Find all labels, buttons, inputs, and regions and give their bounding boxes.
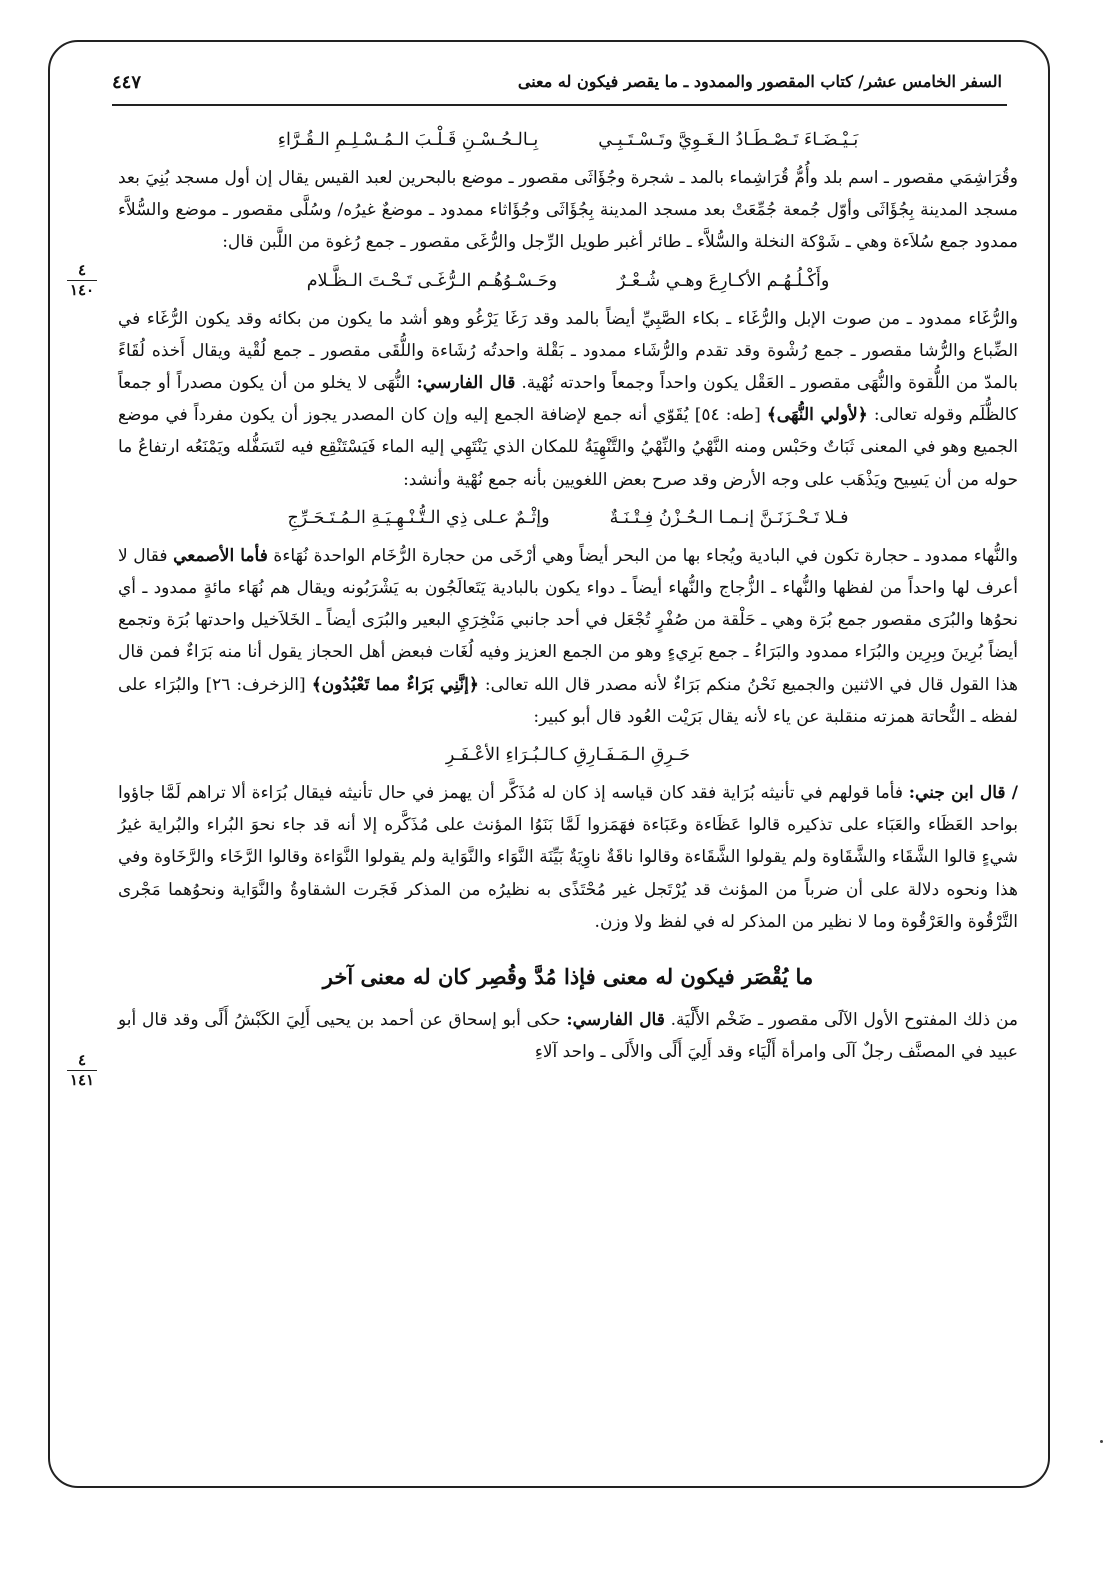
verse-4 [118,739,1018,771]
quran-quote-2: ﴿إنَّنِي بَرَاءٌ مما تَعْبُدُون﴾ [311,674,479,695]
verse-3 [118,502,1018,534]
verse-3-left-hemistich: وإثْـمٌ عـلى ذِي الـتُّـنْـهِـيَـةِ الـمُـتَـحَـرِّجِ [287,507,550,528]
header-rule [112,104,1007,106]
verse-1-right-hemistich: بَـيْـضَـاءَ تَـصْـطَـادُ الـغَـوِيَّ وتَـسْـتَـبِـي [598,130,859,150]
citation-al-farisi-2: قال الفارسي: [566,1010,665,1031]
verse-1-left-hemistich: بِـالـحُـسْـنِ قَـلْـبَ الـمُـسْـلِـمِ الـقُـرَّاءِ [277,130,539,150]
quran-quote-1: ﴿لأولي النُّهَى﴾ [766,405,868,426]
verse-2-right-hemistich: وأَكْـلُـهُـم الأكـارِعَ وهـي شُـعْـرٌ [617,270,830,291]
verse-2 [118,265,1018,297]
paragraph-1: وقُرَاشِمَي مقصور ـ اسم بلد وأُمُّ قُرَاشِماء بالمد ـ شجرة وجُؤَاثَى مقصور ـ موضع بالبحرين لعبد القيس يقال إن أول مسجد بُنِيَ بعد مسجد المدينة بِجُؤَاثَى وأوّل جُمعة جُمِّعَتْ بعد مسجد المدينة بِجُؤَاثَى وجُؤَاثاء ممدود ـ موضعٌ غيرُه/ وسُلَّى مقصور ـ موضع والسُّلاَّء ممدود جمع سُلاَءة وهي ـ شَوْكة النخلة والسُّلاَّء ـ طائر أغبر طويل الرِّجل والرُّغَى مقصور ـ جمع رُغوة من اللَّبن قال: [118,168,1018,253]
scan-speck [1100,1440,1103,1443]
paragraph-2: والرُّغَاء ممدود ـ من صوت الإبل والرُّغَاء ـ بكاء الصَّبِيِّ أيضاً بالمد وقد رَغَا يَرْغُو وهو أشد ما يكون من بكائه وقد يكون الرُّغَاء في الضِّباع والرُّشا مقصور ـ جمع رُشْوة وقد تقدم والرُّشَاء ممدود ـ بَقْلة واحدتُه رُشَاءة واللُّقَى مقصور ـ جمع لُقْية ويقال أَخذه لُقَاءً بالمدّ من اللُّقوة والنُّهَى مقصور ـ العَقْل يكون واحداً وجمعاً واحدته نُهْية. قال الفارسي: النُّهَى لا يخلو من أن يكون مصدراً أو جمعاً كالظُّلَم وقوله تعالى: ﴿لأولي النُّهَى﴾ [طه: ٥٤] يُقَوّي أنه جمع لإضافة الجمع إليه وإن كان المصدر يجوز أن يكون مفرداً في موضع الجميع وهو في المعنى ثَبَاتٌ وحَبْس ومنه النَّهْيُ والنِّهْيُ والتَّنْهِيَةُ للمكان الذي يَنْتَهِي إليه الماء فَيَسْتَنْقِع فيه لتَسَفُّله ويَمْنَعُه ارتفاعُ ما حوله من أن يَسِيح ويَذْهَب على وجه الأرض وقد صرح بعض اللغويين بأنه جمع نُهْية وأنشد: [118,308,1019,490]
citation-al-asmai: فأما الأصمعي [173,545,268,566]
verse-3-right-hemistich: فـلا تَـحْـزَنَـنَّ إنـمـا الـحُـزْنُ فِـتْـنَـةٌ [609,507,849,528]
running-title: السفر الخامس عشر/ كتاب المقصور والممدود ـ ما يقصر فيكون له معنى [517,72,1002,91]
paragraph-3: والنُّهاء ممدود ـ حجارة تكون في البادية ويُجاء بها من البحر أيضاً وهي أرْخَى من حجارة الرُّخَام الواحدة نُهَاءة فأما الأصمعي فقال لا أعرف لها واحداً من لفظها والنُّهاء ـ الزُّجاج والنُّهاء أيضاً ـ دواء يكون بالبادية يَتَعالَجُون به يَشْرَبُونه ويقال هم نُهَاء مائةٍ ممدود ـ أي نحوُها والبُرَى مقصور جمع بُرَة وهي ـ حَلْقة من صُفْرٍ تُجْعَل في أحد جانبي مَنْخِرَيِ البعير والبُرَى أيضاً ـ الخَلاَخيل واحدتها بُرَة وتجمع أيضاً بُرِينَ وبِرِين والبُرَاء ممدود والبَرَاءُ ـ جمع بَرِيءٍ وهو من الجمع العزيز وفيه لُغَات فبعض أهل الحجاز يقول أنا منه بَرَاءٌ فمن قال هذا القول قال في الاثنين والجميع نَحْنُ منكم بَرَاءٌ لأنه مصدر قال الله تعالى: ﴿إنَّنِي بَرَاءٌ مما تَعْبُدُون﴾ [الزخرف: ٢٦] والبُرَاء على لفظه ـ النُّحاتة همزته منقلبة عن ياء لأنه يقال بَرَيْت العُود قال أبو كبير: [118,545,1019,727]
verse-4-hemistich: حَـرِقِ الـمَـفَـارِقِ كـالـبُـرَاءِ الأعْـفَـرِ [445,745,691,766]
page-number: ٤٤٧ [112,72,142,93]
paragraph-5: من ذلك المفتوح الأول الآلَى مقصور ـ ضَخْم الأَلْيَة. قال الفارسي: حكى أبو إسحاق عن أحمد بن يحيى أَلِيَ الكَبْشُ أَلًى وقد قال أبو عبيد في المصنَّف رجلٌ آلَى وامرأة أَلْيَاء وقد أَلِيَ أَلًى والأَلَى ـ واحد آلاءِ [118,1010,1018,1063]
verse-2-left-hemistich: وحَـسْـوُهُـم الـرُّغَـى تَـحْـتَ الـظَّـلام [306,270,558,291]
verse-1 [118,124,1018,156]
paragraph-4: / قال ابن جني: فأما قولهم في تأنيثه بُرَاية فقد كان قياسه إذ كان له مُذَكَّر أن يهمز في حال تأنيثه فيقال بُرَاءة ألا تراهم لَمَّا جاؤوا بواحد العَظَاء والعَبَاء على تذكيره قالوا عَظَاءة وعَبَاءة فهَمَزوا لَمَّا بَنَوُا المؤنث على مُذَكَّره إلا أنه قد جاء نحوَ البُراء والبُراية غيرُ شيءٍ قالوا الشَّقَاء والشَّقَاوة ولم يقولوا الشَّقَاءة وقالوا ناقَةٌ ناوِيَةٌ بَيِّنَة النَّوَاء والنَّوَاية ولم يقولوا النَّوَاءة وقالوا الرَّخَاء والرَّخَاوة وفي هذا ونحوه دلالة على أن ضرباً من المؤنث قد يُرْتَجل غير مُحْتَذًى به نظيرُه من المذكر فَجَرت الشقاوةُ والنَّوَاية ونحوُهما مَجْرى التَّرْقُوة والعَرْقُوة وما لا نظير من المذكر له في لفظ ولا وزن. [118,783,1019,932]
citation-ibn-jinni: / قال ابن جني: [908,783,1019,804]
margin-reference-1: ٤ ١٤٠ [60,262,104,299]
citation-al-farisi: قال الفارسي: [416,373,516,394]
page-header [112,62,1002,102]
margin-reference-2: ٤ ١٤١ [60,1052,104,1089]
section-heading: ما يُقْصَر فيكون له معنى فإذا مُدَّ وقُصِر كان له معنى آخر [322,964,814,990]
main-text [118,118,1018,1068]
